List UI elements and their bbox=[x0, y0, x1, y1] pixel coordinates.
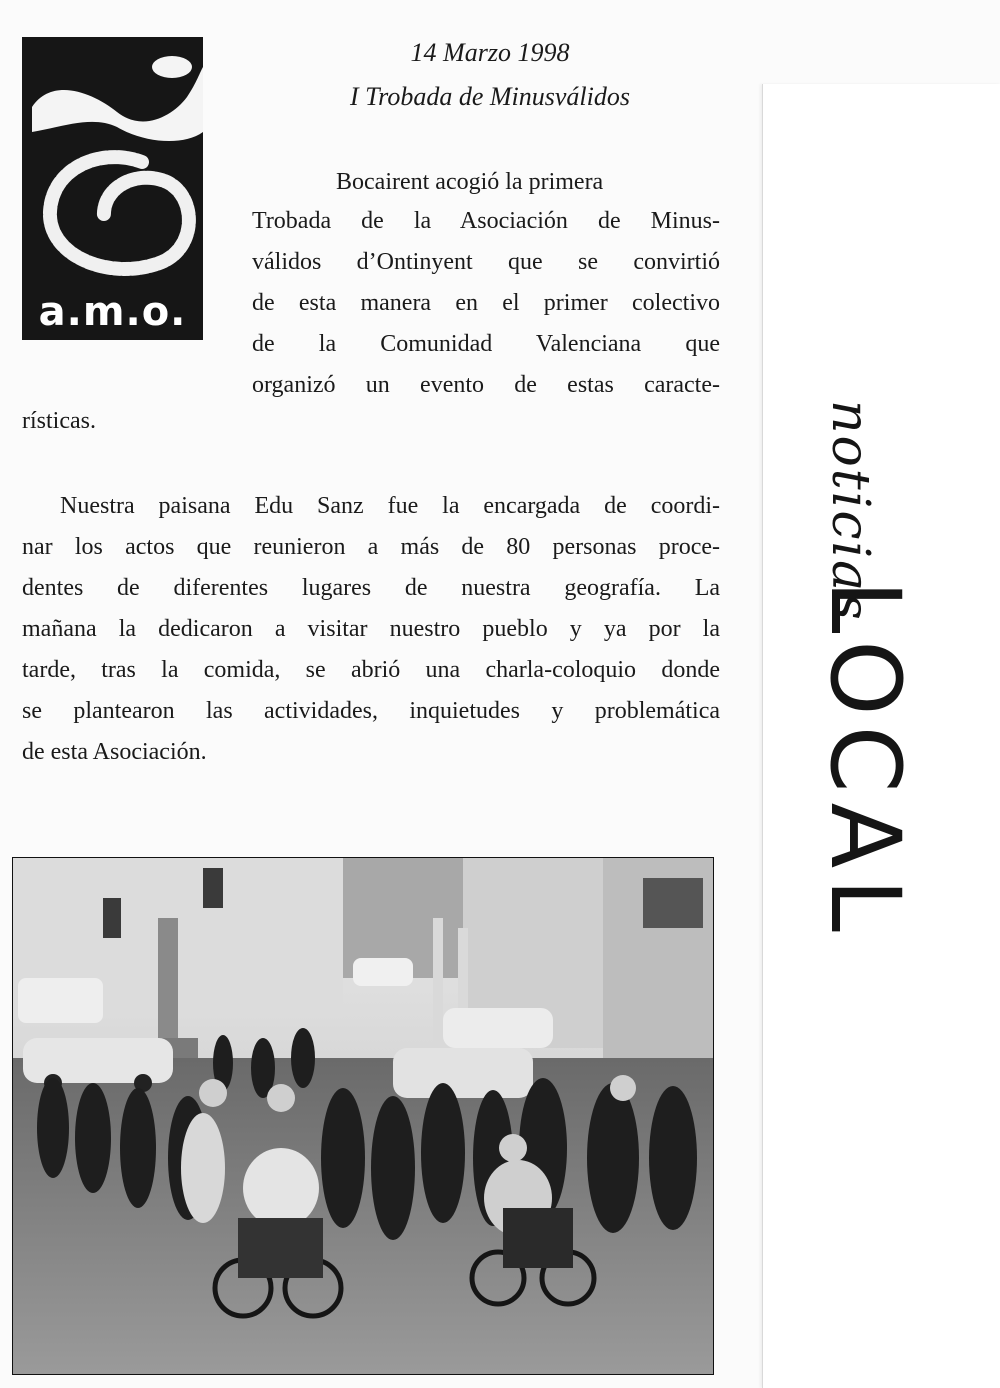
paragraph2-line: Nuestra paisana Edu Sanz fue la encargada de coordi- bbox=[60, 493, 720, 519]
amo-logo bbox=[22, 37, 203, 340]
paragraph2-line: dentes de diferentes lugares de nuestra geografía. La bbox=[22, 575, 720, 601]
article-date: 14 Marzo 1998 bbox=[410, 38, 570, 67]
paragraph2-line: nar los actos que reunieron a más de 80 personas proce- bbox=[22, 534, 720, 560]
paragraph1-line: organizó un evento de estas caracte- bbox=[252, 372, 720, 398]
article-headline: I Trobada de Minusválidos bbox=[350, 82, 630, 111]
logo-swirl-icon bbox=[22, 37, 203, 297]
paragraph1-line: Bocairent acogió la primera bbox=[336, 169, 604, 195]
masthead-local: LOCAL bbox=[809, 580, 921, 942]
paragraph1-line: rísticas. bbox=[22, 408, 96, 434]
event-photo bbox=[12, 857, 714, 1375]
paragraph2-line: se plantearon las actividades, inquietudes y problemática bbox=[22, 698, 720, 724]
paragraph1-line: Trobada de la Asociación de Minus- bbox=[252, 208, 720, 234]
masthead-noticias: noticias bbox=[820, 400, 880, 622]
paragraph1-line: de la Comunidad Valenciana que bbox=[252, 331, 720, 357]
logo-text: a.m.o. bbox=[38, 289, 187, 335]
paragraph1-line: válidos d’Ontinyent que se convirtió bbox=[252, 249, 720, 275]
paragraph2-line: de esta Asociación. bbox=[22, 739, 207, 765]
street-scene-image bbox=[13, 858, 713, 1374]
paragraph2-line: tarde, tras la comida, se abrió una charla-coloquio donde bbox=[22, 657, 720, 683]
paragraph1-line: de esta manera en el primer colectivo bbox=[252, 290, 720, 316]
paragraph2-line: mañana la dedicaron a visitar nuestro pueblo y ya por la bbox=[22, 616, 720, 642]
